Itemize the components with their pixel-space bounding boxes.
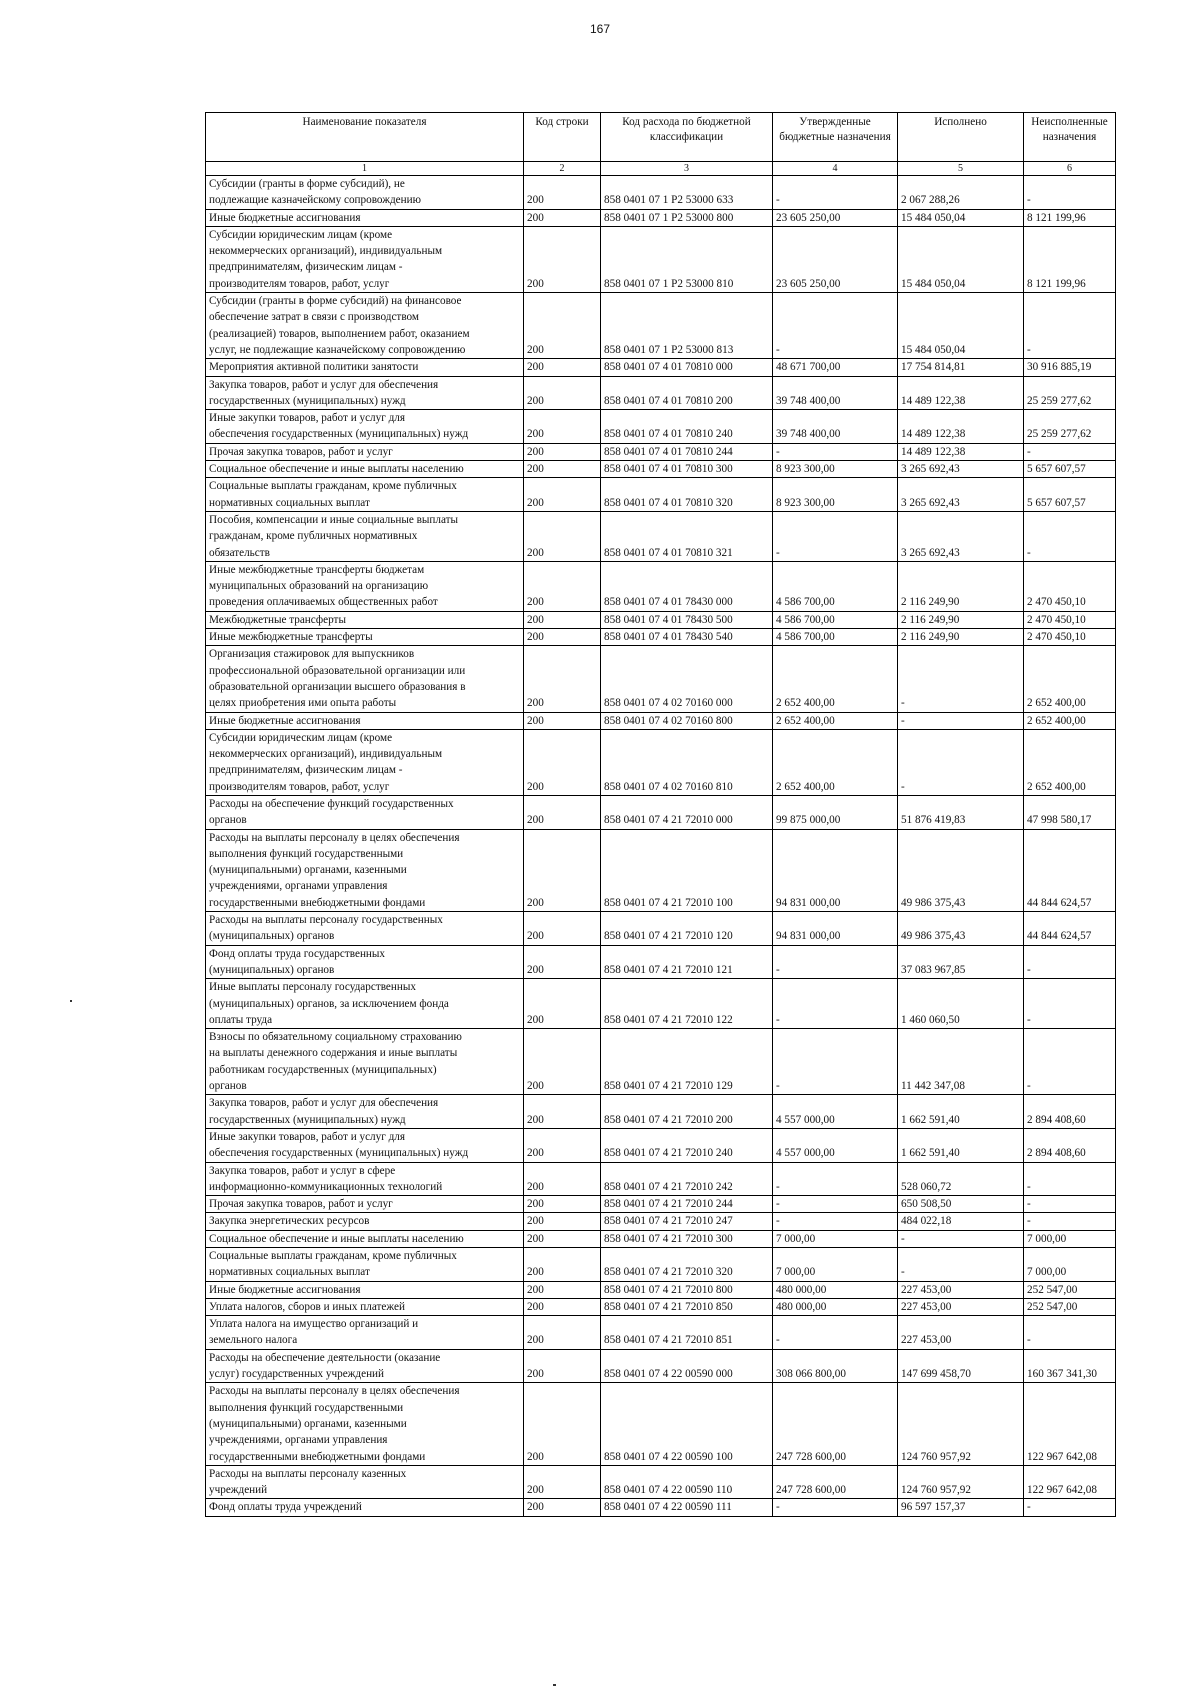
executed-cell: 2 067 288,26 xyxy=(898,176,1024,210)
approved-cell: - xyxy=(773,1213,898,1230)
executed-cell: 15 484 050,04 xyxy=(898,293,1024,359)
indicator-name-cell: Иные выплаты персоналу государственных (муниципальных) органов, за исключением фонда оплаты труда xyxy=(206,979,524,1029)
expense-code-cell: 858 0401 07 4 21 72010 244 xyxy=(601,1196,773,1213)
executed-cell: 147 699 458,70 xyxy=(898,1349,1024,1383)
expense-code-cell: 858 0401 07 4 01 70810 000 xyxy=(601,359,773,376)
approved-cell: 4 557 000,00 xyxy=(773,1128,898,1162)
unexecuted-cell: 30 916 885,19 xyxy=(1024,359,1116,376)
table-row xyxy=(206,945,1116,979)
executed-cell: 2 116 249,90 xyxy=(898,561,1024,611)
executed-cell: 2 116 249,90 xyxy=(898,611,1024,628)
indicator-name-cell: Расходы на выплаты персоналу казенных учреждений xyxy=(206,1465,524,1499)
line-code-cell: 200 xyxy=(524,1383,601,1465)
table-row xyxy=(206,979,1116,1029)
unexecuted-cell: - xyxy=(1024,293,1116,359)
header-approved: Утвержденные бюджетные назначения xyxy=(773,113,898,162)
unexecuted-cell: 2 652 400,00 xyxy=(1024,712,1116,729)
line-code-cell: 200 xyxy=(524,410,601,444)
approved-cell: 308 066 800,00 xyxy=(773,1349,898,1383)
approved-cell: - xyxy=(773,176,898,210)
unexecuted-cell: - xyxy=(1024,979,1116,1029)
unexecuted-cell: 25 259 277,62 xyxy=(1024,410,1116,444)
unexecuted-cell: 2 652 400,00 xyxy=(1024,729,1116,795)
approved-cell: 7 000,00 xyxy=(773,1248,898,1282)
table-row xyxy=(206,376,1116,410)
indicator-name-cell: Прочая закупка товаров, работ и услуг xyxy=(206,1196,524,1213)
executed-cell: 51 876 419,83 xyxy=(898,795,1024,829)
indicator-name-cell: Социальное обеспечение и иные выплаты населению xyxy=(206,461,524,478)
line-code-cell: 200 xyxy=(524,646,601,712)
line-code-cell: 200 xyxy=(524,293,601,359)
indicator-name-cell: Закупка товаров, работ и услуг в сфере информационно-коммуникационных технологий xyxy=(206,1162,524,1196)
approved-cell: 8 923 300,00 xyxy=(773,478,898,512)
approved-cell: 23 605 250,00 xyxy=(773,226,898,292)
indicator-name-cell: Иные бюджетные ассигнования xyxy=(206,712,524,729)
indicator-name-cell: Взносы по обязательному социальному страхованию на выплаты денежного содержания и иные выплаты работникам государственных (муниципальных) органов xyxy=(206,1029,524,1095)
approved-cell: 4 586 700,00 xyxy=(773,561,898,611)
indicator-name-cell: Субсидии юридическим лицам (кроме некоммерческих организаций), индивидуальным предпринимателям, физическим лицам - производителям товаров, работ, услуг xyxy=(206,226,524,292)
approved-cell: - xyxy=(773,511,898,561)
expense-code-cell: 858 0401 07 4 02 70160 000 xyxy=(601,646,773,712)
column-number: 5 xyxy=(898,162,1024,176)
executed-cell: 49 986 375,43 xyxy=(898,829,1024,911)
executed-cell: 650 508,50 xyxy=(898,1196,1024,1213)
executed-cell: 37 083 967,85 xyxy=(898,945,1024,979)
approved-cell: 94 831 000,00 xyxy=(773,829,898,911)
indicator-name-cell: Расходы на обеспечение функций государственных органов xyxy=(206,795,524,829)
line-code-cell: 200 xyxy=(524,561,601,611)
header-unexecuted: Неисполненные назначения xyxy=(1024,113,1116,162)
indicator-name-cell: Расходы на выплаты персоналу в целях обеспечения выполнения функций государственными (муниципальными) органами, казенными учреждениями, органами управления государственными внебюджетными фондами xyxy=(206,829,524,911)
line-code-cell: 200 xyxy=(524,1213,601,1230)
indicator-name-cell: Социальное обеспечение и иные выплаты населению xyxy=(206,1230,524,1247)
line-code-cell: 200 xyxy=(524,226,601,292)
column-number: 3 xyxy=(601,162,773,176)
line-code-cell: 200 xyxy=(524,1128,601,1162)
approved-cell: 2 652 400,00 xyxy=(773,646,898,712)
executed-cell: 124 760 957,92 xyxy=(898,1465,1024,1499)
unexecuted-cell: 5 657 607,57 xyxy=(1024,478,1116,512)
expense-code-cell: 858 0401 07 4 21 72010 122 xyxy=(601,979,773,1029)
table-row xyxy=(206,1213,1116,1230)
executed-cell: 14 489 122,38 xyxy=(898,410,1024,444)
table-row xyxy=(206,729,1116,795)
line-code-cell: 200 xyxy=(524,1230,601,1247)
unexecuted-cell: 8 121 199,96 xyxy=(1024,226,1116,292)
indicator-name-cell: Пособия, компенсации и иные социальные выплаты гражданам, кроме публичных нормативных обязательств xyxy=(206,511,524,561)
indicator-name-cell: Мероприятия активной политики занятости xyxy=(206,359,524,376)
indicator-name-cell: Иные бюджетные ассигнования xyxy=(206,1281,524,1298)
header-expense-code: Код расхода по бюджетной классификации xyxy=(601,113,773,162)
line-code-cell: 200 xyxy=(524,511,601,561)
table-row xyxy=(206,1349,1116,1383)
executed-cell: 1 662 591,40 xyxy=(898,1128,1024,1162)
unexecuted-cell: 44 844 624,57 xyxy=(1024,829,1116,911)
table-row xyxy=(206,443,1116,460)
column-number: 6 xyxy=(1024,162,1116,176)
expense-code-cell: 858 0401 07 4 21 72010 300 xyxy=(601,1230,773,1247)
unexecuted-cell: - xyxy=(1024,443,1116,460)
approved-cell: 39 748 400,00 xyxy=(773,410,898,444)
approved-cell: - xyxy=(773,443,898,460)
indicator-name-cell: Иные закупки товаров, работ и услуг для обеспечения государственных (муниципальных) нужд xyxy=(206,1128,524,1162)
unexecuted-cell: - xyxy=(1024,511,1116,561)
line-code-cell: 200 xyxy=(524,359,601,376)
expense-code-cell: 858 0401 07 4 01 70810 240 xyxy=(601,410,773,444)
expense-code-cell: 858 0401 07 4 21 72010 100 xyxy=(601,829,773,911)
indicator-name-cell: Иные межбюджетные трансферты xyxy=(206,629,524,646)
line-code-cell: 200 xyxy=(524,629,601,646)
table-body xyxy=(206,176,1116,1517)
approved-cell: 480 000,00 xyxy=(773,1281,898,1298)
expense-code-cell: 858 0401 07 4 01 78430 000 xyxy=(601,561,773,611)
executed-cell: - xyxy=(898,1230,1024,1247)
approved-cell: 4 586 700,00 xyxy=(773,629,898,646)
unexecuted-cell: 122 967 642,08 xyxy=(1024,1465,1116,1499)
executed-cell: 11 442 347,08 xyxy=(898,1029,1024,1095)
expense-code-cell: 858 0401 07 4 21 72010 000 xyxy=(601,795,773,829)
executed-cell: 49 986 375,43 xyxy=(898,912,1024,946)
column-number: 2 xyxy=(524,162,601,176)
table-row xyxy=(206,561,1116,611)
unexecuted-cell: 8 121 199,96 xyxy=(1024,209,1116,226)
table-row xyxy=(206,226,1116,292)
indicator-name-cell: Социальные выплаты гражданам, кроме публичных нормативных социальных выплат xyxy=(206,478,524,512)
budget-execution-table xyxy=(205,112,1116,1517)
indicator-name-cell: Иные бюджетные ассигнования xyxy=(206,209,524,226)
unexecuted-cell: 252 547,00 xyxy=(1024,1281,1116,1298)
line-code-cell: 200 xyxy=(524,1465,601,1499)
expense-code-cell: 858 0401 07 4 21 72010 200 xyxy=(601,1095,773,1129)
unexecuted-cell: 2 470 450,10 xyxy=(1024,611,1116,628)
expense-code-cell: 858 0401 07 4 21 72010 850 xyxy=(601,1298,773,1315)
expense-code-cell: 858 0401 07 4 21 72010 121 xyxy=(601,945,773,979)
executed-cell: 227 453,00 xyxy=(898,1298,1024,1315)
table-row xyxy=(206,646,1116,712)
unexecuted-cell: 7 000,00 xyxy=(1024,1230,1116,1247)
indicator-name-cell: Социальные выплаты гражданам, кроме публичных нормативных социальных выплат xyxy=(206,1248,524,1282)
unexecuted-cell: 160 367 341,30 xyxy=(1024,1349,1116,1383)
table-row xyxy=(206,1230,1116,1247)
approved-cell: 2 652 400,00 xyxy=(773,712,898,729)
expense-code-cell: 858 0401 07 4 21 72010 800 xyxy=(601,1281,773,1298)
table-row xyxy=(206,1298,1116,1315)
header-line-code: Код строки xyxy=(524,113,601,162)
executed-cell: 15 484 050,04 xyxy=(898,209,1024,226)
table-row xyxy=(206,1162,1116,1196)
table-row xyxy=(206,795,1116,829)
table-row xyxy=(206,359,1116,376)
unexecuted-cell: 25 259 277,62 xyxy=(1024,376,1116,410)
indicator-name-cell: Закупка энергетических ресурсов xyxy=(206,1213,524,1230)
table-row xyxy=(206,293,1116,359)
unexecuted-cell: 5 657 607,57 xyxy=(1024,461,1116,478)
line-code-cell: 200 xyxy=(524,376,601,410)
line-code-cell: 200 xyxy=(524,1349,601,1383)
expense-code-cell: 858 0401 07 4 22 00590 110 xyxy=(601,1465,773,1499)
expense-code-cell: 858 0401 07 4 01 78430 540 xyxy=(601,629,773,646)
unexecuted-cell: - xyxy=(1024,1213,1116,1230)
executed-cell: 14 489 122,38 xyxy=(898,376,1024,410)
line-code-cell: 200 xyxy=(524,1316,601,1350)
approved-cell: - xyxy=(773,1316,898,1350)
indicator-name-cell: Закупка товаров, работ и услуг для обеспечения государственных (муниципальных) нужд xyxy=(206,1095,524,1129)
expense-code-cell: 858 0401 07 4 21 72010 242 xyxy=(601,1162,773,1196)
expense-code-cell: 858 0401 07 4 22 00590 100 xyxy=(601,1383,773,1465)
page-number: 167 xyxy=(589,22,611,36)
unexecuted-cell: - xyxy=(1024,1029,1116,1095)
line-code-cell: 200 xyxy=(524,712,601,729)
expense-code-cell: 858 0401 07 4 01 70810 200 xyxy=(601,376,773,410)
unexecuted-cell: 2 652 400,00 xyxy=(1024,646,1116,712)
expense-code-cell: 858 0401 07 4 21 72010 129 xyxy=(601,1029,773,1095)
executed-cell: 484 022,18 xyxy=(898,1213,1024,1230)
indicator-name-cell: Организация стажировок для выпускников профессиональной образовательной организации или образовательной организации высшего образования в целях приобретения ими опыта работы xyxy=(206,646,524,712)
indicator-name-cell: Межбюджетные трансферты xyxy=(206,611,524,628)
expense-code-cell: 858 0401 07 1 P2 53000 633 xyxy=(601,176,773,210)
executed-cell: 1 460 060,50 xyxy=(898,979,1024,1029)
table-row xyxy=(206,1128,1116,1162)
executed-cell: 3 265 692,43 xyxy=(898,478,1024,512)
unexecuted-cell: 7 000,00 xyxy=(1024,1248,1116,1282)
line-code-cell: 200 xyxy=(524,1196,601,1213)
executed-cell: 14 489 122,38 xyxy=(898,443,1024,460)
unexecuted-cell: 47 998 580,17 xyxy=(1024,795,1116,829)
line-code-cell: 200 xyxy=(524,729,601,795)
expense-code-cell: 858 0401 07 4 01 70810 244 xyxy=(601,443,773,460)
expense-code-cell: 858 0401 07 4 21 72010 240 xyxy=(601,1128,773,1162)
indicator-name-cell: Фонд оплаты труда государственных (муниципальных) органов xyxy=(206,945,524,979)
unexecuted-cell: - xyxy=(1024,945,1116,979)
indicator-name-cell: Расходы на выплаты персоналу государственных (муниципальных) органов xyxy=(206,912,524,946)
table-header-row xyxy=(206,113,1116,162)
indicator-name-cell: Уплата налогов, сборов и иных платежей xyxy=(206,1298,524,1315)
expense-code-cell: 858 0401 07 4 21 72010 120 xyxy=(601,912,773,946)
approved-cell: 7 000,00 xyxy=(773,1230,898,1247)
approved-cell: 2 652 400,00 xyxy=(773,729,898,795)
line-code-cell: 200 xyxy=(524,1162,601,1196)
approved-cell: 247 728 600,00 xyxy=(773,1465,898,1499)
expense-code-cell: 858 0401 07 4 21 72010 320 xyxy=(601,1248,773,1282)
approved-cell: 8 923 300,00 xyxy=(773,461,898,478)
unexecuted-cell: 2 470 450,10 xyxy=(1024,629,1116,646)
line-code-cell: 200 xyxy=(524,461,601,478)
indicator-name-cell: Прочая закупка товаров, работ и услуг xyxy=(206,443,524,460)
approved-cell: - xyxy=(773,1196,898,1213)
approved-cell: 39 748 400,00 xyxy=(773,376,898,410)
executed-cell: 2 116 249,90 xyxy=(898,629,1024,646)
table-row xyxy=(206,478,1116,512)
approved-cell: - xyxy=(773,1029,898,1095)
line-code-cell: 200 xyxy=(524,176,601,210)
approved-cell: 99 875 000,00 xyxy=(773,795,898,829)
executed-cell: - xyxy=(898,646,1024,712)
line-code-cell: 200 xyxy=(524,979,601,1029)
unexecuted-cell: 122 967 642,08 xyxy=(1024,1383,1116,1465)
executed-cell: - xyxy=(898,729,1024,795)
approved-cell: - xyxy=(773,945,898,979)
approved-cell: 48 671 700,00 xyxy=(773,359,898,376)
expense-code-cell: 858 0401 07 4 22 00590 111 xyxy=(601,1499,773,1516)
unexecuted-cell: 2 894 408,60 xyxy=(1024,1128,1116,1162)
table-row xyxy=(206,209,1116,226)
unexecuted-cell: 252 547,00 xyxy=(1024,1298,1116,1315)
table-row xyxy=(206,611,1116,628)
table-row xyxy=(206,511,1116,561)
executed-cell: 3 265 692,43 xyxy=(898,461,1024,478)
line-code-cell: 200 xyxy=(524,1298,601,1315)
expense-code-cell: 858 0401 07 4 02 70160 810 xyxy=(601,729,773,795)
unexecuted-cell: 2 894 408,60 xyxy=(1024,1095,1116,1129)
table-row xyxy=(206,410,1116,444)
line-code-cell: 200 xyxy=(524,1499,601,1516)
column-number: 1 xyxy=(206,162,524,176)
table-row xyxy=(206,1281,1116,1298)
approved-cell: - xyxy=(773,1162,898,1196)
table-row xyxy=(206,912,1116,946)
header-executed: Исполнено xyxy=(898,113,1024,162)
unexecuted-cell: 44 844 624,57 xyxy=(1024,912,1116,946)
expense-code-cell: 858 0401 07 1 P2 53000 800 xyxy=(601,209,773,226)
line-code-cell: 200 xyxy=(524,478,601,512)
executed-cell: 1 662 591,40 xyxy=(898,1095,1024,1129)
table-row xyxy=(206,1383,1116,1465)
expense-code-cell: 858 0401 07 4 01 78430 500 xyxy=(601,611,773,628)
executed-cell: 528 060,72 xyxy=(898,1162,1024,1196)
unexecuted-cell: - xyxy=(1024,1316,1116,1350)
indicator-name-cell: Уплата налога на имущество организаций и земельного налога xyxy=(206,1316,524,1350)
approved-cell: 23 605 250,00 xyxy=(773,209,898,226)
table-row xyxy=(206,629,1116,646)
approved-cell: 94 831 000,00 xyxy=(773,912,898,946)
approved-cell: - xyxy=(773,979,898,1029)
indicator-name-cell: Иные межбюджетные трансферты бюджетам муниципальных образований на организацию проведения оплачиваемых общественных работ xyxy=(206,561,524,611)
unexecuted-cell: - xyxy=(1024,1162,1116,1196)
expense-code-cell: 858 0401 07 4 21 72010 851 xyxy=(601,1316,773,1350)
line-code-cell: 200 xyxy=(524,209,601,226)
executed-cell: 124 760 957,92 xyxy=(898,1383,1024,1465)
table-row xyxy=(206,712,1116,729)
expense-code-cell: 858 0401 07 4 02 70160 800 xyxy=(601,712,773,729)
indicator-name-cell: Расходы на выплаты персоналу в целях обеспечения выполнения функций государственными (муниципальными) органами, казенными учреждениями, органами управления государственными внебюджетными фондами xyxy=(206,1383,524,1465)
executed-cell: 227 453,00 xyxy=(898,1281,1024,1298)
approved-cell: 247 728 600,00 xyxy=(773,1383,898,1465)
table-row xyxy=(206,1095,1116,1129)
unexecuted-cell: - xyxy=(1024,1499,1116,1516)
executed-cell: - xyxy=(898,1248,1024,1282)
line-code-cell: 200 xyxy=(524,1281,601,1298)
scan-mark xyxy=(70,1000,72,1002)
expense-code-cell: 858 0401 07 4 01 70810 321 xyxy=(601,511,773,561)
executed-cell: - xyxy=(898,712,1024,729)
expense-code-cell: 858 0401 07 1 P2 53000 810 xyxy=(601,226,773,292)
scan-mark xyxy=(553,1684,556,1686)
expense-code-cell: 858 0401 07 4 22 00590 000 xyxy=(601,1349,773,1383)
line-code-cell: 200 xyxy=(524,443,601,460)
unexecuted-cell: - xyxy=(1024,1196,1116,1213)
column-number: 4 xyxy=(773,162,898,176)
expense-code-cell: 858 0401 07 4 01 70810 320 xyxy=(601,478,773,512)
line-code-cell: 200 xyxy=(524,945,601,979)
expense-code-cell: 858 0401 07 4 21 72010 247 xyxy=(601,1213,773,1230)
unexecuted-cell: 2 470 450,10 xyxy=(1024,561,1116,611)
header-indicator-name: Наименование показателя xyxy=(206,113,524,162)
unexecuted-cell: - xyxy=(1024,176,1116,210)
line-code-cell: 200 xyxy=(524,1029,601,1095)
indicator-name-cell: Закупка товаров, работ и услуг для обеспечения государственных (муниципальных) нужд xyxy=(206,376,524,410)
table-row xyxy=(206,176,1116,210)
line-code-cell: 200 xyxy=(524,795,601,829)
line-code-cell: 200 xyxy=(524,912,601,946)
executed-cell: 96 597 157,37 xyxy=(898,1499,1024,1516)
indicator-name-cell: Фонд оплаты труда учреждений xyxy=(206,1499,524,1516)
indicator-name-cell: Субсидии юридическим лицам (кроме некоммерческих организаций), индивидуальным предпринимателям, физическим лицам - производителям товаров, работ, услуг xyxy=(206,729,524,795)
indicator-name-cell: Иные закупки товаров, работ и услуг для обеспечения государственных (муниципальных) нужд xyxy=(206,410,524,444)
expense-code-cell: 858 0401 07 4 01 70810 300 xyxy=(601,461,773,478)
executed-cell: 3 265 692,43 xyxy=(898,511,1024,561)
executed-cell: 227 453,00 xyxy=(898,1316,1024,1350)
line-code-cell: 200 xyxy=(524,1248,601,1282)
approved-cell: 4 586 700,00 xyxy=(773,611,898,628)
executed-cell: 15 484 050,04 xyxy=(898,226,1024,292)
table-row xyxy=(206,1499,1116,1516)
table-row xyxy=(206,1029,1116,1095)
approved-cell: 4 557 000,00 xyxy=(773,1095,898,1129)
line-code-cell: 200 xyxy=(524,1095,601,1129)
indicator-name-cell: Расходы на обеспечение деятельности (оказание услуг) государственных учреждений xyxy=(206,1349,524,1383)
table-row xyxy=(206,1248,1116,1282)
line-code-cell: 200 xyxy=(524,611,601,628)
indicator-name-cell: Субсидии (гранты в форме субсидий) на финансовое обеспечение затрат в связи с производством (реализацией) товаров, выполнением работ, оказанием услуг, не подлежащие казначейскому сопровождению xyxy=(206,293,524,359)
executed-cell: 17 754 814,81 xyxy=(898,359,1024,376)
table-row xyxy=(206,829,1116,911)
expense-code-cell: 858 0401 07 1 P2 53000 813 xyxy=(601,293,773,359)
column-number-row xyxy=(206,162,1116,176)
table-row xyxy=(206,461,1116,478)
approved-cell: 480 000,00 xyxy=(773,1298,898,1315)
line-code-cell: 200 xyxy=(524,829,601,911)
approved-cell: - xyxy=(773,293,898,359)
table-row xyxy=(206,1316,1116,1350)
table-row xyxy=(206,1196,1116,1213)
table-row xyxy=(206,1465,1116,1499)
approved-cell: - xyxy=(773,1499,898,1516)
indicator-name-cell: Субсидии (гранты в форме субсидий), не подлежащие казначейскому сопровождению xyxy=(206,176,524,210)
